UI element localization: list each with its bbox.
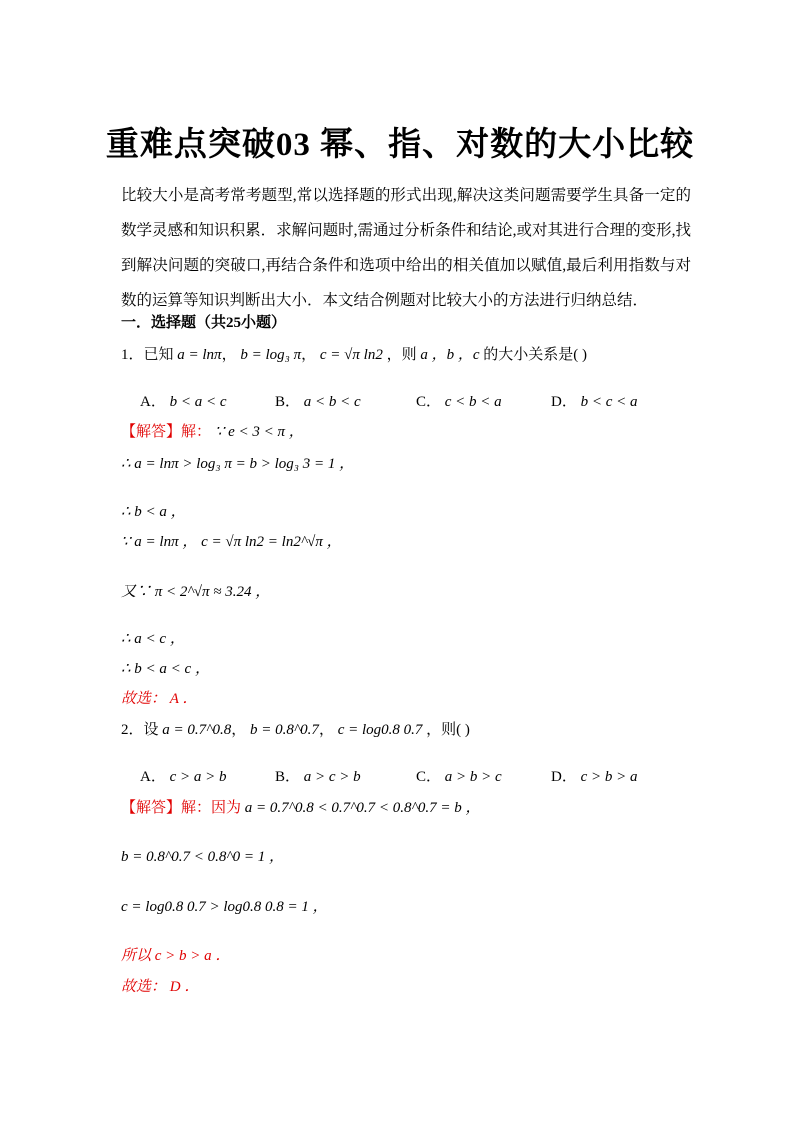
q1-step-3: ∴ b < a ，: [121, 504, 186, 520]
question-1: 1．已知 a = lnπ， b = log₃ π， c = √π ln2 ，则 a ，b ，c 的大小关系是( ): [121, 347, 588, 363]
q2-step-3: c = log0.8 0.7 > log0.8 0.8 = 1 ，: [121, 899, 328, 915]
q1-answer-tag: 【解答】: [121, 424, 182, 440]
q1-ask: 的大小关系是( ): [483, 347, 588, 363]
question-2: 2．设 a = 0.7^0.8， b = 0.8^0.7， c = log0.8 0.7 ，则( ): [121, 722, 470, 738]
q1-then: ，则: [386, 347, 417, 363]
q2-step-2: b = 0.8^0.7 < 0.8^0 = 1 ，: [121, 849, 285, 865]
q2-c-expr: c = log0.8 0.7: [337, 722, 423, 738]
q1-c-expr: c = √π ln2: [319, 347, 383, 363]
q1-step-2: ∴ a = lnπ > log₃ π = b > log₃ 3 = 1 ，: [121, 456, 355, 472]
q1-b-expr: b = log₃ π: [240, 347, 302, 363]
q1-option-a: A． b < a < c: [140, 394, 227, 410]
q1-vars: a ，b ，c: [420, 347, 480, 363]
q1-a-expr: a = lnπ: [177, 347, 222, 363]
q2-a-expr: a = 0.7^0.8: [162, 722, 232, 738]
q1-choice: 故选： A ．: [121, 691, 198, 707]
q1-step-5: 又∵ π < 2^√π ≈ 3.24 ，: [121, 584, 271, 600]
q2-b-expr: b = 0.8^0.7: [249, 722, 319, 738]
q1-option-c: C． c < b < a: [416, 394, 502, 410]
q1-step-1: ∵ e < 3 < π ，: [214, 424, 304, 440]
q2-step-4: 所以 c > b > a ．: [121, 948, 231, 964]
q1-step-6: ∴ a < c ，: [121, 631, 185, 647]
q2-ask: ，则( ): [426, 722, 470, 738]
q2-option-a: A． c > a > b: [140, 769, 227, 785]
section-heading: 一．选择题（共25小题）: [121, 315, 287, 331]
q1-option-b: B． a < b < c: [275, 394, 361, 410]
q2-step-1: a = 0.7^0.8 < 0.7^0.7 < 0.8^0.7 = b ，: [244, 800, 481, 816]
q2-option-d: D． c > b > a: [551, 769, 638, 785]
q2-solution-header: 【解答】解：因为 a = 0.7^0.8 < 0.7^0.7 < 0.8^0.7 = b ，: [121, 800, 481, 816]
q1-step-4: ∵ a = lnπ ， c = √π ln2 = ln2^√π ，: [121, 534, 342, 550]
q2-choice: 故选： D ．: [121, 979, 200, 995]
q1-step-7: ∴ b < a < c ，: [121, 661, 210, 677]
q2-prefix: 2．设: [121, 722, 159, 738]
intro-paragraph: 比较大小是高考常考题型,常以选择题的形式出现,解决这类问题需要学生具备一定的数学灵感和知识积累．求解问题时,需通过分析条件和结论,或对其进行合理的变形,找到解决问题的突破口,再结合条件和选项中给出的相关值加以赋值,最后利用指数与对数的运算等知识判断出大小．本文结合例题对比较大小的方法进行归纳总结．: [121, 187, 691, 309]
q1-prefix: 1．已知: [121, 347, 174, 363]
q1-option-d: D． b < c < a: [551, 394, 638, 410]
q2-answer-tag: 【解答】: [121, 800, 182, 816]
q2-option-c: C． a > b > c: [416, 769, 502, 785]
page-title: 重难点突破03 幂、指、对数的大小比较: [105, 127, 695, 163]
q2-option-b: B． a > c > b: [275, 769, 361, 785]
q1-solution-header: 【解答】解： ∵ e < 3 < π ，: [121, 424, 304, 440]
